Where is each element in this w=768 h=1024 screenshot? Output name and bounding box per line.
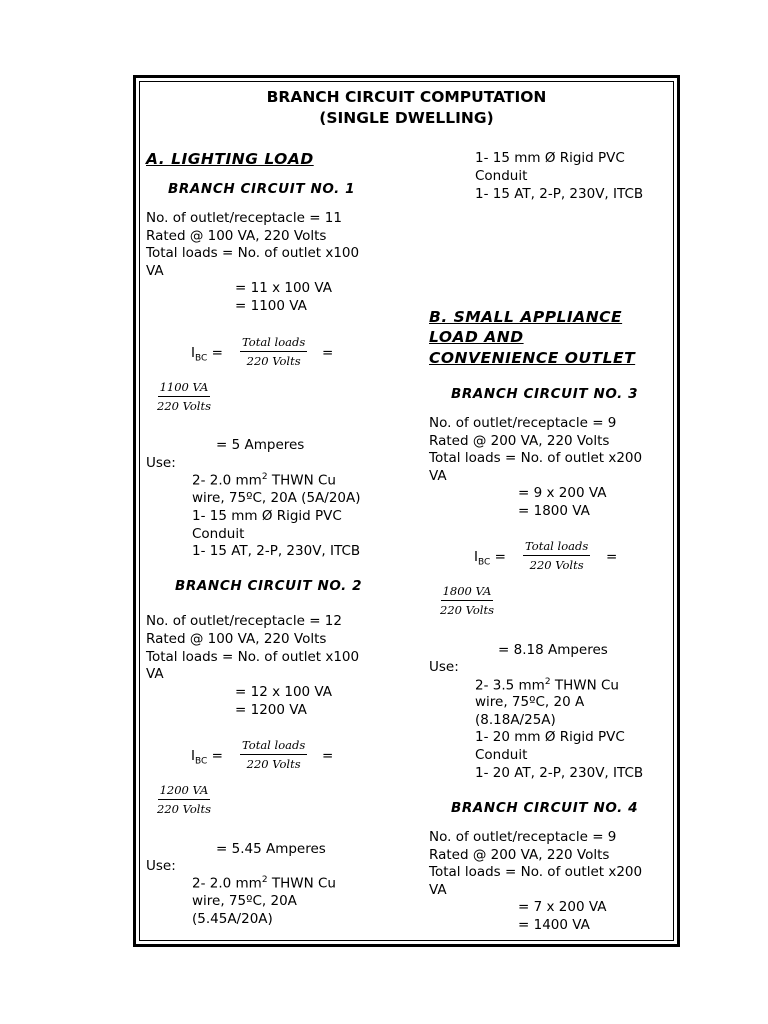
bc2-total: Total loads = No. of outlet x100	[146, 649, 360, 665]
bc2-heading: BRANCH CIRCUIT NO. 2	[175, 578, 363, 594]
bc3-use-label: Use:	[429, 659, 459, 675]
bc3-rated: Rated @ 200 VA, 220 Volts	[429, 433, 610, 449]
bc1-formula-equals: =	[322, 345, 334, 361]
bc2-wire-2: wire, 75ºC, 20A	[192, 893, 297, 909]
bc3-value-fraction: 1800 VA 220 Volts	[440, 584, 494, 617]
bc2-wire-3: (5.45A/20A)	[192, 911, 273, 927]
bc2-outlets: No. of outlet/receptacle = 12	[146, 613, 342, 629]
bc4-calc-1: = 7 x 200 VA	[518, 899, 607, 915]
bc1-value-fraction: 1100 VA 220 Volts	[157, 380, 211, 413]
bc1-rated: Rated @ 100 VA, 220 Volts	[146, 228, 327, 244]
section-b-heading-line-2: LOAD AND	[429, 328, 524, 346]
bc3-heading: BRANCH CIRCUIT NO. 3	[451, 386, 639, 402]
bc4-heading: BRANCH CIRCUIT NO. 4	[451, 800, 639, 816]
bc1-calc-2: = 1100 VA	[235, 298, 307, 314]
bc2-result: = 5.45 Amperes	[216, 841, 326, 857]
section-a-heading: A. LIGHTING LOAD	[146, 150, 314, 168]
bc3-total-unit: VA	[429, 468, 447, 484]
bc3-wire-2: wire, 75ºC, 20 A	[475, 694, 585, 710]
bc3-breaker: 1- 20 AT, 2-P, 230V, ITCB	[475, 765, 644, 781]
bc1-heading: BRANCH CIRCUIT NO. 1	[168, 181, 356, 197]
section-b-heading-line-3: CONVENIENCE OUTLET	[429, 349, 636, 367]
bc1-cont-breaker: 1- 15 AT, 2-P, 230V, ITCB	[475, 186, 644, 202]
bc1-cont-conduit-1: 1- 15 mm Ø Rigid PVC	[475, 150, 625, 166]
bc3-total: Total loads = No. of outlet x200	[429, 450, 643, 466]
bc2-calc-1: = 12 x 100 VA	[235, 684, 333, 700]
document-title-line-1: BRANCH CIRCUIT COMPUTATION	[266, 88, 547, 106]
bc3-wire-1: 2- 3.5 $mm^2$ THWN Cu	[475, 677, 619, 694]
bc1-result: = 5 Amperes	[216, 437, 305, 453]
bc2-value-fraction: 1200 VA 220 Volts	[157, 783, 211, 816]
bc2-rated: Rated @ 100 VA, 220 Volts	[146, 631, 327, 647]
bc3-wire-3: (8.18A/25A)	[475, 712, 556, 728]
bc4-total: Total loads = No. of outlet x200	[429, 864, 643, 880]
bc4-outlets: No. of outlet/receptacle = 9	[429, 829, 617, 845]
bc1-conduit-1: 1- 15 mm Ø Rigid PVC	[192, 508, 342, 524]
bc1-ibc-label: $I_{BC}$ =	[191, 345, 223, 364]
bc2-wire-1: 2- 2.0 $mm^2$ THWN Cu	[192, 875, 336, 892]
bc1-breaker: 1- 15 AT, 2-P, 230V, ITCB	[192, 543, 361, 559]
bc3-formula-equals: =	[606, 549, 618, 565]
bc2-formula-fraction: Total loads 220 Volts	[242, 738, 306, 771]
bc3-ibc-label: $I_{BC}$ =	[474, 549, 506, 568]
bc1-outlets: No. of outlet/receptacle = 11	[146, 210, 342, 226]
bc3-result: = 8.18 Amperes	[498, 642, 608, 658]
bc2-calc-2: = 1200 VA	[235, 702, 307, 718]
bc2-ibc-label: $I_{BC}$ =	[191, 748, 223, 767]
bc1-conduit-2: Conduit	[192, 526, 245, 542]
bc1-wire-2: wire, 75ºC, 20A (5A/20A)	[192, 490, 361, 506]
bc1-calc-1: = 11 x 100 VA	[235, 280, 333, 296]
bc2-formula-equals: =	[322, 748, 334, 764]
bc3-calc-1: = 9 x 200 VA	[518, 485, 607, 501]
bc4-rated: Rated @ 200 VA, 220 Volts	[429, 847, 610, 863]
bc1-wire-1: 2- 2.0 $mm^2$ THWN Cu	[192, 472, 336, 489]
bc4-total-unit: VA	[429, 882, 447, 898]
bc1-total: Total loads = No. of outlet x100	[146, 245, 360, 261]
bc2-use-label: Use:	[146, 858, 176, 874]
document-title-line-2: (SINGLE DWELLING)	[319, 109, 494, 127]
bc3-calc-2: = 1800 VA	[518, 503, 590, 519]
bc3-conduit-2: Conduit	[475, 747, 528, 763]
section-b-heading-line-1: B. SMALL APPLIANCE	[429, 308, 623, 326]
bc3-outlets: No. of outlet/receptacle = 9	[429, 415, 617, 431]
bc1-cont-conduit-2: Conduit	[475, 168, 528, 184]
bc1-total-unit: VA	[146, 263, 164, 279]
bc3-formula-fraction: Total loads 220 Volts	[525, 539, 589, 572]
bc2-total-unit: VA	[146, 666, 164, 682]
bc1-formula-fraction: Total loads 220 Volts	[242, 335, 306, 368]
bc4-calc-2: = 1400 VA	[518, 917, 590, 933]
bc1-use-label: Use:	[146, 455, 176, 471]
bc3-conduit-1: 1- 20 mm Ø Rigid PVC	[475, 729, 625, 745]
